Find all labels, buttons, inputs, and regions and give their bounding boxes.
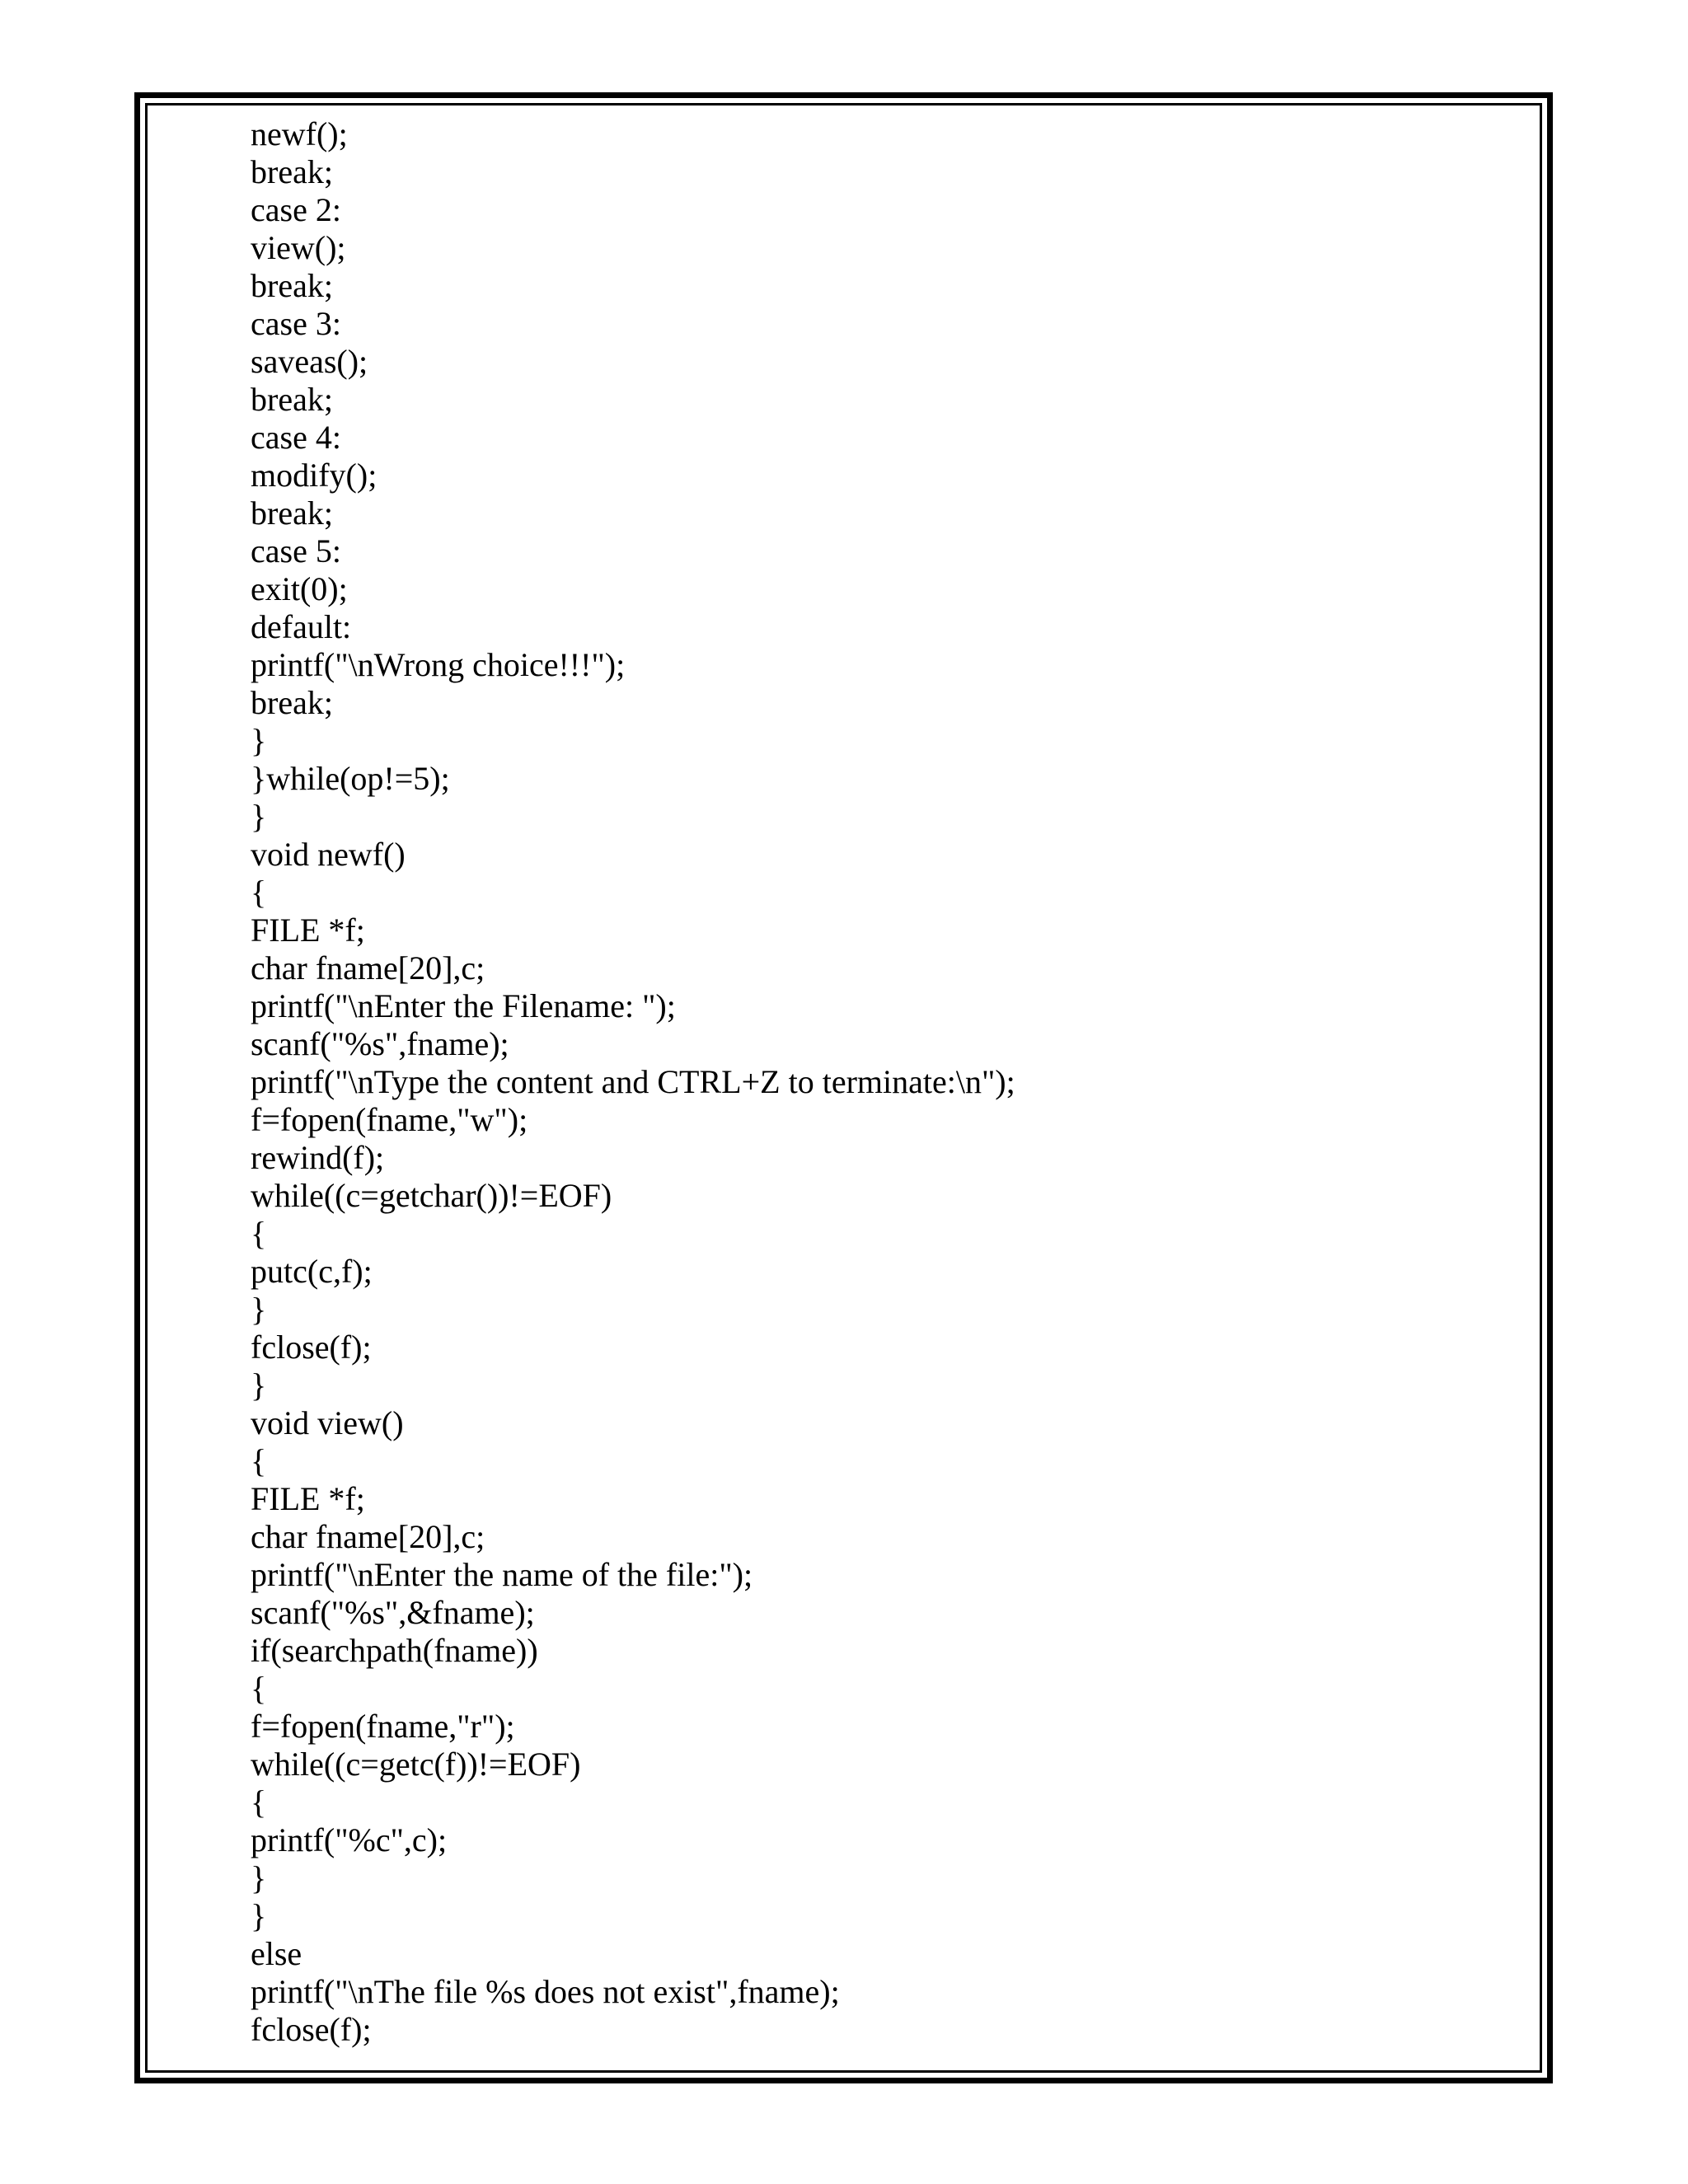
code-listing [251, 115, 1487, 2049]
code-line: case 2: [251, 191, 341, 228]
code-line: printf("\nThe file %s does not exist",fname); [251, 1973, 840, 2010]
code-line: { [251, 1442, 267, 1479]
code-line: newf(); [251, 115, 348, 152]
code-line: if(searchpath(fname)) [251, 1632, 538, 1669]
code-line: while((c=getchar())!=EOF) [251, 1177, 612, 1214]
code-line: void view() [251, 1404, 404, 1441]
code-line: char fname[20],c; [251, 949, 485, 987]
code-line: printf("\nWrong choice!!!"); [251, 646, 626, 683]
code-line: } [251, 722, 267, 759]
code-line: while((c=getc(f))!=EOF) [251, 1746, 581, 1783]
code-line: fclose(f); [251, 1329, 372, 1366]
code-line: char fname[20],c; [251, 1518, 485, 1555]
code-line: scanf("%s",fname); [251, 1025, 509, 1062]
code-line: break; [251, 684, 333, 721]
code-line: } [251, 1897, 267, 1934]
code-line: FILE *f; [251, 912, 365, 949]
code-line: printf("%c",c); [251, 1821, 448, 1858]
code-line: { [251, 1215, 267, 1252]
code-line: printf("\nType the content and CTRL+Z to terminate:\n"); [251, 1063, 1015, 1100]
code-line: rewind(f); [251, 1139, 385, 1176]
code-line: printf("\nEnter the name of the file:"); [251, 1556, 753, 1593]
code-line: } [251, 1366, 267, 1404]
code-line: break; [251, 494, 333, 532]
code-line: } [251, 1859, 267, 1896]
code-line: }while(op!=5); [251, 760, 450, 797]
code-line: } [251, 1291, 267, 1328]
code-line: } [251, 798, 267, 835]
code-line: modify(); [251, 457, 377, 494]
code-line: FILE *f; [251, 1480, 365, 1517]
code-line: printf("\nEnter the Filename: "); [251, 987, 676, 1024]
code-line: break; [251, 153, 333, 190]
code-line: break; [251, 381, 333, 418]
code-line: { [251, 1783, 267, 1821]
code-line: fclose(f); [251, 2011, 372, 2048]
code-line: view(); [251, 229, 346, 266]
code-line: { [251, 1670, 267, 1707]
code-line: exit(0); [251, 570, 348, 607]
code-line: f=fopen(fname,"r"); [251, 1708, 515, 1745]
code-line: putc(c,f); [251, 1253, 373, 1290]
code-line: saveas(); [251, 343, 368, 380]
code-line: f=fopen(fname,"w"); [251, 1101, 528, 1138]
code-line: case 3: [251, 305, 341, 342]
code-line: else [251, 1935, 302, 1972]
code-line: void newf() [251, 836, 406, 873]
code-line: break; [251, 267, 333, 304]
code-line: case 4: [251, 419, 341, 456]
code-line: { [251, 874, 267, 911]
code-line: scanf("%s",&fname); [251, 1594, 535, 1631]
code-line: default: [251, 608, 352, 645]
code-line: case 5: [251, 532, 341, 569]
